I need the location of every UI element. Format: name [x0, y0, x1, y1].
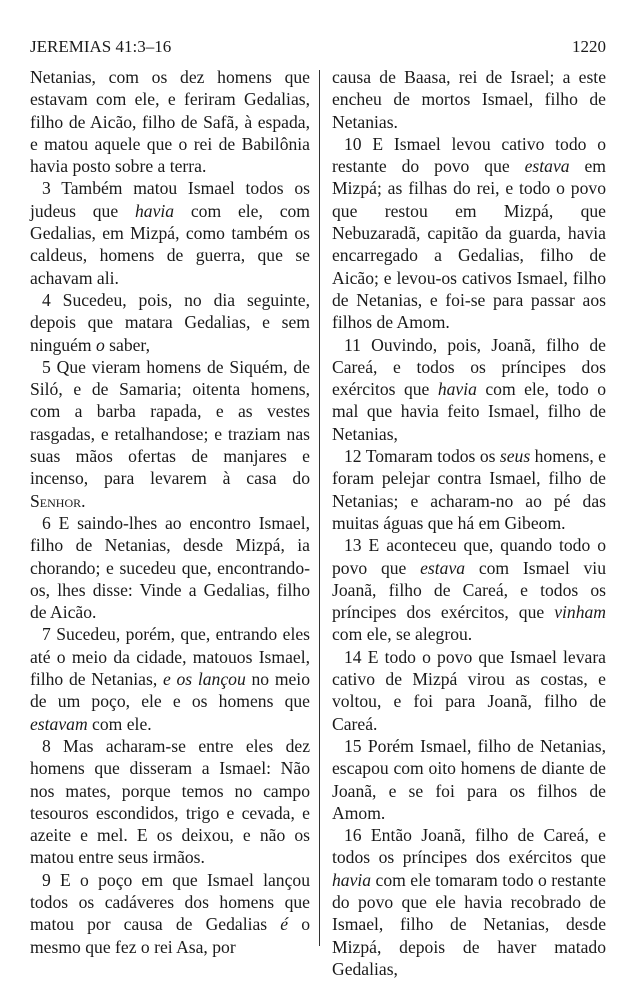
verse-text: com ele. — [87, 713, 152, 734]
verse-paragraph — [30, 177, 310, 288]
verse-paragraph — [332, 735, 606, 824]
verse-italic-text: vinham — [554, 602, 606, 623]
verse-text: 3 Também matou Ismael todos os judeus que — [30, 178, 310, 221]
verse-italic-text: é — [280, 914, 289, 935]
verse-paragraph — [30, 869, 310, 958]
verse-text: em Mizpá; as filhas do rei, e todo o povo que restou em Mizpá, que Nebuzaradã, capitão da guarda, havia encarregado a Gedalias, filho de Aicão; e levou-os cativos Ismael, filho de Netanias, e foi-se para passar aos filhos de Amom. — [332, 156, 606, 333]
verse-text: 13 E aconteceu que, quando todo o povo que — [332, 535, 606, 578]
verse-text: no meio de um poço, ele e os homens que — [30, 669, 310, 712]
verse-text: com ele tomaram todo o restante do povo que ele havia recobrado de Ismael, filho de Netanias, desde Mizpá, depois de haver matado Gedalias, — [332, 869, 606, 979]
verse-paragraph — [332, 334, 606, 445]
verse-italic-text: havia — [332, 869, 372, 890]
verse-text: 10 E Ismael levou cativo todo o restante do povo que — [332, 133, 606, 177]
verse-text: 12 Tomaram todos os — [344, 446, 500, 467]
verse-text: 14 E todo o povo que Ismael levara cativo de Mizpá virou as costas, e voltou, e foi para Joanã, filho de Careá. — [332, 646, 606, 734]
verse-italic-text: estavam — [30, 713, 88, 734]
verse-text: com ele, com Gedalias, em Mizpá, como também os caldeus, homens de guerra, que se achavam ali. — [30, 200, 310, 288]
verse-text: saber, — [104, 334, 150, 355]
verse-text: com ele, se alegrou. — [332, 624, 473, 645]
verse-italic-text: havia — [134, 200, 175, 221]
right-column — [332, 66, 606, 980]
verse-paragraph — [30, 512, 310, 623]
verse-text: Senhor — [30, 490, 82, 511]
verse-text: o mesmo que fez o rei Asa, por — [30, 914, 310, 957]
verse-paragraph — [332, 445, 606, 534]
verse-text: com Ismael viu Joanã, filho de Careá, e todos os príncipes dos exércitos, que — [332, 557, 606, 623]
verse-text: 5 Que vieram homens de Siquém, de Siló, e de Samaria; oitenta homens, com a barba rapada, e as vestes rasgadas, e retalhandose; e traziam nas suas mãos ofertas de manjares e incenso, para levarem à casa do — [30, 356, 310, 489]
verse-paragraph — [30, 735, 310, 869]
verse-text: homens, e foram pelejar contra Ismael, filho de Netanias; e acharam-no ao pé das muitas águas que há em Gibeom. — [332, 446, 606, 533]
verse-text: com ele, todo o mal que havia feito Ismael, filho de Netanias, — [332, 379, 606, 444]
verse-paragraph — [332, 824, 606, 980]
verse-paragraph — [332, 133, 606, 334]
verse-paragraph — [30, 623, 310, 734]
verse-text: 7 Sucedeu, porém, que, entrando eles até o meio da cidade, matouos Ismael, filho de Netanias, — [30, 624, 310, 690]
verse-continuation — [30, 66, 310, 177]
column-divider — [319, 70, 320, 946]
verse-continuation — [332, 66, 606, 133]
verse-text: 9 E o poço em que Ismael lançou todos os cadáveres dos homens que matou por causa de Gedalias — [30, 869, 310, 935]
verse-italic-text: seus — [499, 446, 531, 467]
verse-italic-text: e os lançou — [162, 669, 246, 690]
verse-paragraph — [30, 289, 310, 356]
left-column — [30, 66, 310, 958]
page-number: 1220 — [572, 37, 606, 56]
verse-text: . — [81, 490, 86, 511]
verse-text: 11 Ouvindo, pois, Joanã, filho de Careá, e todos os príncipes dos exércitos que — [332, 334, 606, 400]
page-header — [30, 36, 606, 58]
verse-paragraph — [332, 646, 606, 735]
verse-text: Netanias, com os dez homens que estavam com ele, e feriram Gedalias, filho de Aicão, filho de Safã, à espada, e matou aquele que o rei de Babilônia havia posto sobre a terra. — [30, 67, 310, 177]
verse-text: 4 Sucedeu, pois, no dia seguinte, depois que matara Gedalias, e sem ninguém — [30, 289, 310, 355]
verse-text: 6 E saindo-lhes ao encontro Ismael, filho de Netanias, desde Mizpá, ia chorando; e sucedeu que, encontrando-os, lhes disse: Vinde a Gedalias, filho de Aicão. — [30, 512, 310, 623]
verse-text: 15 Porém Ismael, filho de Netanias, escapou com oito homens de diante de Joanã, e se foi para os filhos de Amom. — [332, 735, 606, 823]
verse-italic-text: estava — [524, 156, 570, 177]
verse-paragraph — [332, 534, 606, 645]
verse-text: 8 Mas acharam-se entre eles dez homens que disseram a Ismael: Não nos mates, porque temos no campo tesouros escondidos, trigo e cevada, e azeite e mel. E os deixou, e não os matou entre seus irmãos. — [30, 735, 310, 868]
verse-italic-text: o — [95, 334, 105, 355]
verse-text: causa de Baasa, rei de Israel; a este encheu de mortos Ismael, filho de Netanias. — [332, 67, 606, 132]
verse-italic-text: estava — [420, 557, 466, 578]
chapter-reference: JEREMIAS 41:3–16 — [30, 37, 172, 56]
verse-italic-text: havia — [437, 379, 477, 400]
verse-paragraph — [30, 356, 310, 512]
verse-text: 16 Então Joanã, filho de Careá, e todos os príncipes dos exércitos que — [332, 825, 606, 868]
